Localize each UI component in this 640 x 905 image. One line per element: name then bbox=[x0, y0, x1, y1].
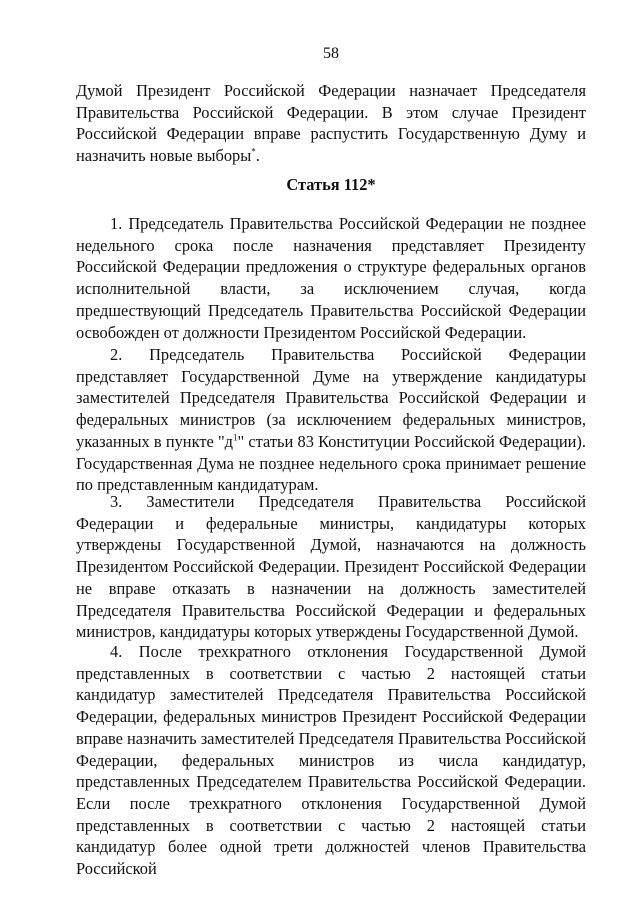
paragraph-2-after: " статьи 83 Конституции Российской Федерации). Государственная Дума не позднее недельного срока принимает решение по представленным кандидатурам. bbox=[76, 431, 586, 495]
paragraph-1: 1. Председатель Правительства Российской Федерации не позднее недельного срока после назначения представляет Президенту Российской Федерации предложения о структуре федеральных органов исполнительной власти, за исключением случая, когда предшествующий Председатель Правительства Российской Федерации освобожден от должности Президентом Российской Федерации. bbox=[76, 214, 586, 342]
page-number: 58 bbox=[323, 45, 339, 62]
intro-text: Думой Президент Российской Федерации назначает Председателя Правительства Российской Федерации. В этом случае Президент Российской Федерации вправе распустить Государственную Думу и назначить новые выборы bbox=[76, 81, 586, 166]
paragraph-3: 3. Заместители Председателя Правительства Российской Федерации и федеральные министры, кандидатуры которых утверждены Государственной Думой, назначаются на должность Президентом Российской Федерации. Президент Российской Федерации не вправе отказать в назначении на должность заместителей Председателя Правительства Российской Федерации и федеральных министров, кандидатуры которых утверждены Государственной Думой. bbox=[76, 492, 586, 642]
paragraph-4: 4. После трехкратного отклонения Государственной Думой представленных в соответствии с частью 2 настоящей статьи кандидатур заместителей Председателя Правительства Российской Федерации, федеральных министров Президент Российской Федерации вправе назначить заместителей Председателя Правительства Российской Федерации, федеральных министров из числа кандидатур, представленных Председателем Правительства Российской Федерации. Если после трехкратного отклонения Государственной Думой представленных в соответствии с частью 2 настоящей статьи кандидатур более одной трети должностей членов Правительства Российской bbox=[76, 642, 586, 879]
paragraph-2 bbox=[76, 344, 586, 496]
footnote-mark: * bbox=[251, 146, 256, 157]
paragraph-2-superscript: 1 bbox=[233, 432, 238, 443]
intro-end: . bbox=[255, 146, 260, 166]
paragraph-2-before: 2. Председатель Правительства Российской Федерации представляет Государственной Думе на утверждение кандидатуры заместителей Председателя Правительства Российской Федерации и федеральных министров (за исключением федеральных министров, указанных в пункте "д bbox=[76, 345, 586, 451]
article-heading: Статья 112* bbox=[286, 175, 376, 194]
intro-paragraph bbox=[76, 80, 586, 167]
